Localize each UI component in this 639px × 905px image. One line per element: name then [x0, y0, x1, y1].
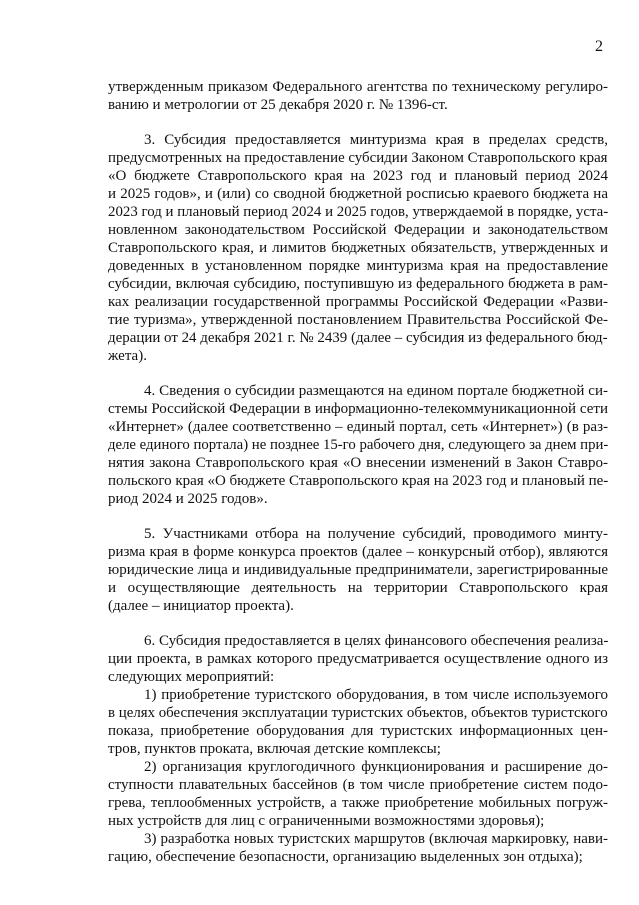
text-line: деле единого портала) не позднее 15-го рабочего дня, следующего за днем при- [108, 437, 609, 453]
text-line: доведенных в установленном порядке минтуризма края на предоставление [108, 258, 608, 274]
text-line: ных устройств для лиц с ограниченными возможностями здоровья); [108, 813, 545, 829]
text-line: ванию и метрологии от 25 декабря 2020 г. № 1396-ст. [108, 97, 448, 113]
text-line: следующих мероприятий: [108, 669, 275, 685]
text-line: ризма края в форме конкурса проектов (далее – конкурсный отбор), являются [108, 544, 608, 560]
text-line: новленном законодательством Российской Федерации и законодательством [108, 222, 608, 238]
text-line: жета). [108, 348, 147, 364]
text-line: тие туризма», утвержденной постановлением Правительства Российской Фе- [108, 312, 608, 328]
text-line: утвержденным приказом Федерального агентства по техническому регулиро- [108, 79, 608, 95]
text-line: 4. Сведения о субсидии размещаются на едином портале бюджетной си- [144, 383, 608, 399]
text-line: показа, приобретение оборудования для туристских информационных цен- [108, 723, 608, 739]
text-line: ции проекта, в рамках которого предусматривается осуществление одного из [108, 651, 608, 667]
text-line: 5. Участниками отбора на получение субсидий, проводимого минту- [144, 526, 608, 542]
text-line: 2023 год и плановый период 2024 и 2025 годов, утверждаемой в порядке, уста- [108, 204, 609, 220]
text-line: и осуществляющие деятельность на территории Ставропольского края [108, 580, 608, 596]
text-line: субсидии, включая субсидию, поступившую из федерального бюджета в рам- [108, 276, 608, 292]
text-line: 3. Субсидия предоставляется минтуризма края в пределах средств, [144, 132, 608, 148]
text-line: грева, теплообменных устройств, а также приобретение мобильных погруж- [108, 795, 608, 811]
text-line: (далее – инициатор проекта). [108, 598, 294, 614]
text-line: 6. Субсидия предоставляется в целях финансового обеспечения реализа- [144, 633, 609, 649]
text-line: нятия закона Ставропольского края «О внесении изменений в Закон Ставро- [108, 455, 608, 471]
text-line: Ставропольского края, и лимитов бюджетных обязательств, утвержденных и [108, 240, 608, 256]
text-line: 2) организация круглогодичного функционирования и расширение до- [144, 759, 608, 775]
text-line: предусмотренных на предоставление субсидии Законом Ставропольского края [108, 150, 608, 166]
text-line: тров, пунктов проката, включая детские комплексы; [108, 741, 441, 757]
page-number: 2 [595, 38, 603, 55]
text-line: 1) приобретение туристского оборудования, в том числе используемого [144, 687, 608, 703]
text-line: дерации от 24 декабря 2021 г. № 2439 (далее – субсидия из федерального бюд- [108, 330, 608, 346]
text-line: 3) разработка новых туристских маршрутов (включая маркировку, нави- [144, 831, 608, 847]
text-line: «О бюджете Ставропольского края на 2023 год и плановый период 2024 [108, 168, 608, 184]
text-line: ках реализации государственной программы Российской Федерации «Разви- [108, 294, 608, 310]
text-line: ступности плавательных бассейнов (в том числе приобретение систем подо- [108, 777, 608, 793]
text-line: стемы Российской Федерации в информационно-телекоммуникационной сети [108, 401, 608, 417]
text-line: гацию, обеспечение безопасности, организацию выделенных зон отдыха); [108, 849, 583, 865]
text-line: юридические лица и индивидуальные предприниматели, зарегистрированные [108, 562, 608, 578]
text-line: польского края «О бюджете Ставропольского края на 2023 год и плановый пе- [108, 473, 609, 489]
text-line: и 2025 годов», и (или) со сводной бюджетной росписью краевого бюджета на [108, 186, 608, 202]
text-line: «Интернет» (далее соответственно – единый портал, сеть «Интернет») (в раз- [108, 419, 608, 435]
text-line: риод 2024 и 2025 годов». [108, 491, 268, 507]
text-line: в целях обеспечения эксплуатации туристских объектов, объектов туристского [108, 705, 608, 721]
